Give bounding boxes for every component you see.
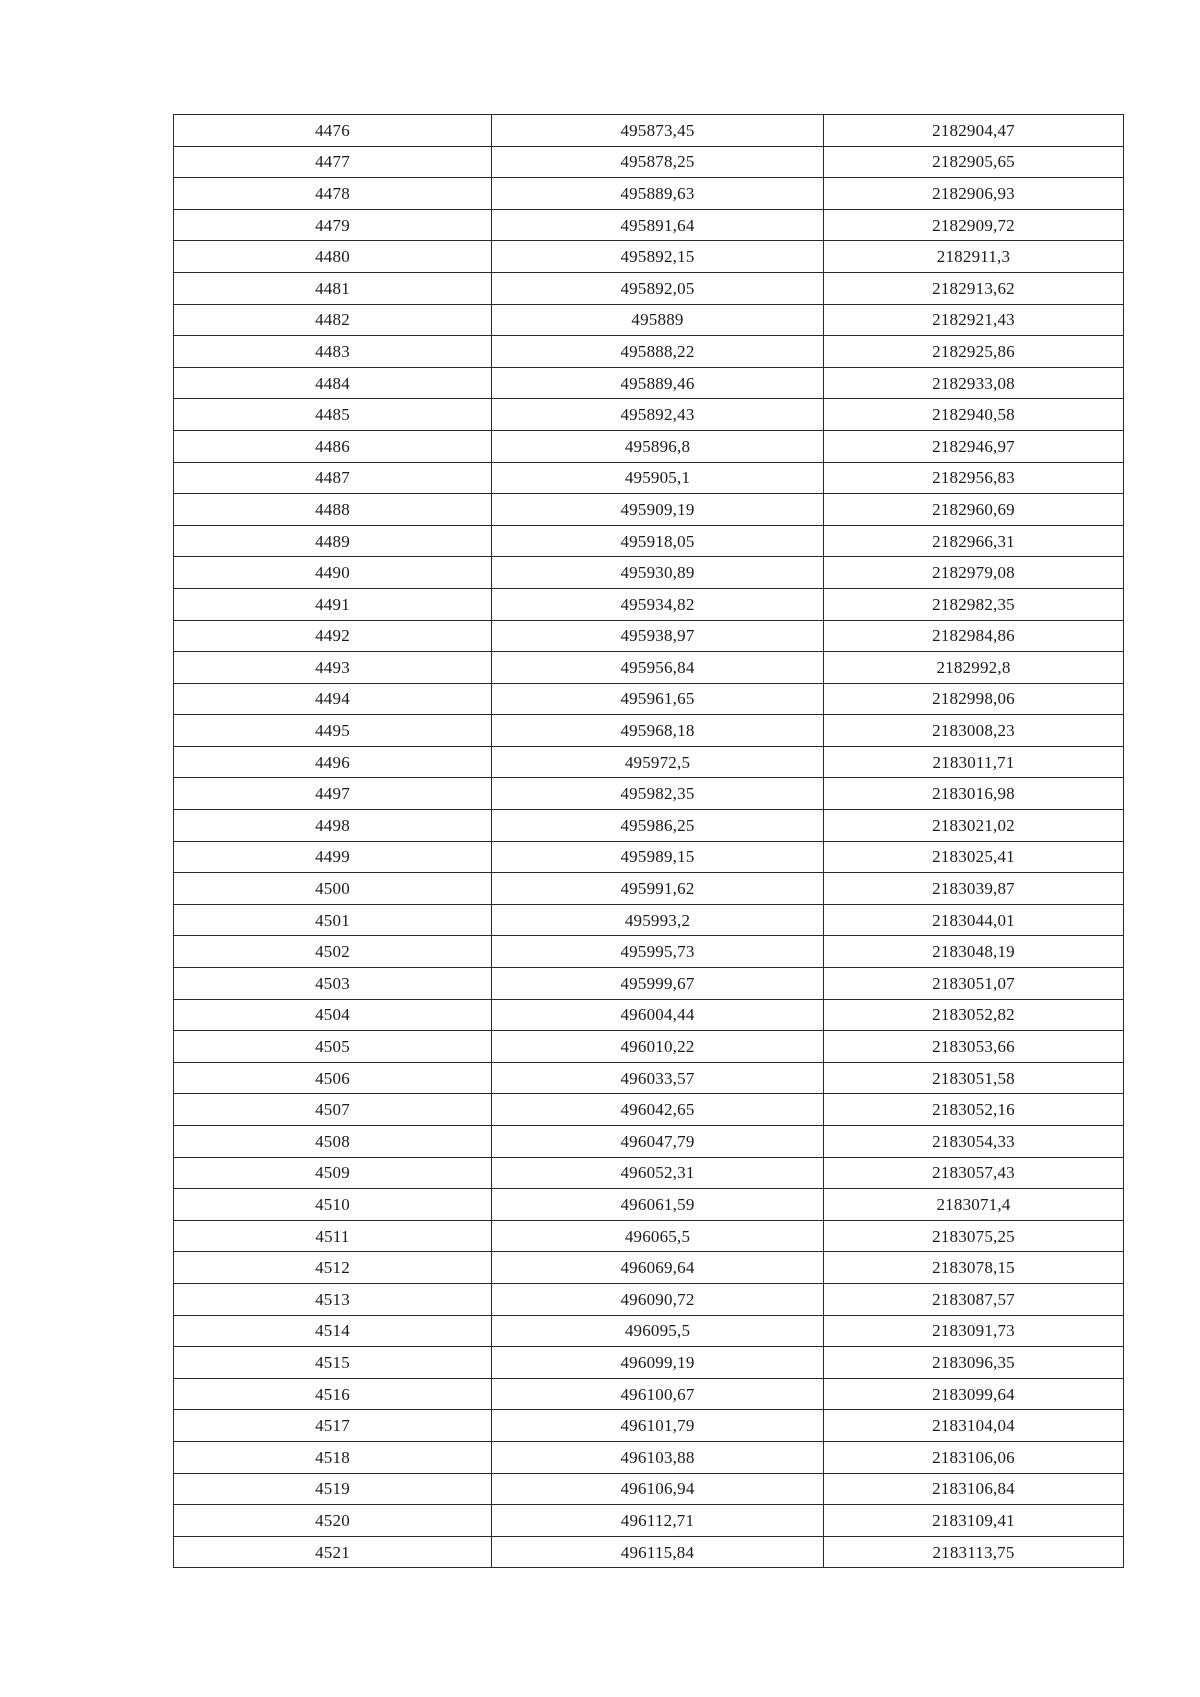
table-row: [174, 873, 1124, 905]
x-coordinate-cell: 495888,22: [492, 336, 824, 368]
x-coordinate-cell: 496095,5: [492, 1315, 824, 1347]
point-number-cell: 4520: [174, 1505, 492, 1537]
x-coordinate-cell: 495918,05: [492, 525, 824, 557]
table-row: [174, 841, 1124, 873]
point-number-cell: 4515: [174, 1347, 492, 1379]
y-coordinate-cell: 2182982,35: [824, 588, 1124, 620]
point-number-cell: 4510: [174, 1189, 492, 1221]
x-coordinate-cell: 495956,84: [492, 652, 824, 684]
point-number-cell: 4490: [174, 557, 492, 589]
x-coordinate-cell: 495892,15: [492, 241, 824, 273]
y-coordinate-cell: 2183052,16: [824, 1094, 1124, 1126]
y-coordinate-cell: 2183039,87: [824, 873, 1124, 905]
x-coordinate-cell: 496112,71: [492, 1505, 824, 1537]
table-row: [174, 1094, 1124, 1126]
point-number-cell: 4479: [174, 209, 492, 241]
y-coordinate-cell: 2183048,19: [824, 936, 1124, 968]
y-coordinate-cell: 2182966,31: [824, 525, 1124, 557]
point-number-cell: 4497: [174, 778, 492, 810]
point-number-cell: 4481: [174, 272, 492, 304]
y-coordinate-cell: 2183106,06: [824, 1441, 1124, 1473]
table-row: [174, 1536, 1124, 1568]
point-number-cell: 4517: [174, 1410, 492, 1442]
x-coordinate-cell: 495889,63: [492, 178, 824, 210]
table-row: [174, 904, 1124, 936]
y-coordinate-cell: 2182992,8: [824, 652, 1124, 684]
y-coordinate-cell: 2183096,35: [824, 1347, 1124, 1379]
y-coordinate-cell: 2183025,41: [824, 841, 1124, 873]
table-row: [174, 936, 1124, 968]
x-coordinate-cell: 496115,84: [492, 1536, 824, 1568]
y-coordinate-cell: 2183109,41: [824, 1505, 1124, 1537]
y-coordinate-cell: 2183075,25: [824, 1220, 1124, 1252]
point-number-cell: 4494: [174, 683, 492, 715]
table-row: [174, 462, 1124, 494]
table-row: [174, 304, 1124, 336]
point-number-cell: 4505: [174, 1031, 492, 1063]
table-row: [174, 525, 1124, 557]
point-number-cell: 4514: [174, 1315, 492, 1347]
x-coordinate-cell: 495889: [492, 304, 824, 336]
y-coordinate-cell: 2182946,97: [824, 430, 1124, 462]
table-row: [174, 1378, 1124, 1410]
x-coordinate-cell: 495999,67: [492, 968, 824, 1000]
table-row: [174, 178, 1124, 210]
point-number-cell: 4477: [174, 146, 492, 178]
point-number-cell: 4503: [174, 968, 492, 1000]
point-number-cell: 4492: [174, 620, 492, 652]
table-row: [174, 1505, 1124, 1537]
point-number-cell: 4506: [174, 1062, 492, 1094]
table-row: [174, 1062, 1124, 1094]
point-number-cell: 4521: [174, 1536, 492, 1568]
x-coordinate-cell: 496090,72: [492, 1283, 824, 1315]
point-number-cell: 4512: [174, 1252, 492, 1284]
table-row: [174, 715, 1124, 747]
x-coordinate-cell: 496004,44: [492, 999, 824, 1031]
point-number-cell: 4487: [174, 462, 492, 494]
x-coordinate-cell: 495878,25: [492, 146, 824, 178]
table-row: [174, 968, 1124, 1000]
x-coordinate-cell: 495972,5: [492, 746, 824, 778]
x-coordinate-cell: 496099,19: [492, 1347, 824, 1379]
point-number-cell: 4484: [174, 367, 492, 399]
y-coordinate-cell: 2182925,86: [824, 336, 1124, 368]
point-number-cell: 4498: [174, 810, 492, 842]
y-coordinate-cell: 2183021,02: [824, 810, 1124, 842]
point-number-cell: 4493: [174, 652, 492, 684]
x-coordinate-cell: 496069,64: [492, 1252, 824, 1284]
point-number-cell: 4516: [174, 1378, 492, 1410]
point-number-cell: 4483: [174, 336, 492, 368]
y-coordinate-cell: 2183044,01: [824, 904, 1124, 936]
x-coordinate-cell: 496052,31: [492, 1157, 824, 1189]
x-coordinate-cell: 495968,18: [492, 715, 824, 747]
table-row: [174, 778, 1124, 810]
table-row: [174, 1126, 1124, 1158]
x-coordinate-cell: 495938,97: [492, 620, 824, 652]
table-row: [174, 588, 1124, 620]
table-row: [174, 430, 1124, 462]
x-coordinate-cell: 496033,57: [492, 1062, 824, 1094]
point-number-cell: 4496: [174, 746, 492, 778]
table-row: [174, 494, 1124, 526]
y-coordinate-cell: 2182921,43: [824, 304, 1124, 336]
table-row: [174, 1473, 1124, 1505]
x-coordinate-cell: 495930,89: [492, 557, 824, 589]
y-coordinate-cell: 2183051,07: [824, 968, 1124, 1000]
x-coordinate-cell: 495892,43: [492, 399, 824, 431]
table-row: [174, 115, 1124, 147]
point-number-cell: 4519: [174, 1473, 492, 1505]
point-number-cell: 4508: [174, 1126, 492, 1158]
table-row: [174, 810, 1124, 842]
y-coordinate-cell: 2183078,15: [824, 1252, 1124, 1284]
y-coordinate-cell: 2182940,58: [824, 399, 1124, 431]
y-coordinate-cell: 2183091,73: [824, 1315, 1124, 1347]
table-row: [174, 1441, 1124, 1473]
table-row: [174, 146, 1124, 178]
table-row: [174, 1157, 1124, 1189]
table-row: [174, 652, 1124, 684]
table-row: [174, 1315, 1124, 1347]
table-row: [174, 683, 1124, 715]
table-row: [174, 209, 1124, 241]
x-coordinate-cell: 495905,1: [492, 462, 824, 494]
x-coordinate-cell: 496042,65: [492, 1094, 824, 1126]
y-coordinate-cell: 2183053,66: [824, 1031, 1124, 1063]
y-coordinate-cell: 2182984,86: [824, 620, 1124, 652]
point-number-cell: 4476: [174, 115, 492, 147]
table-row: [174, 999, 1124, 1031]
y-coordinate-cell: 2183113,75: [824, 1536, 1124, 1568]
x-coordinate-cell: 496061,59: [492, 1189, 824, 1221]
x-coordinate-cell: 495989,15: [492, 841, 824, 873]
point-number-cell: 4509: [174, 1157, 492, 1189]
x-coordinate-cell: 495934,82: [492, 588, 824, 620]
point-number-cell: 4485: [174, 399, 492, 431]
y-coordinate-cell: 2183104,04: [824, 1410, 1124, 1442]
x-coordinate-cell: 495982,35: [492, 778, 824, 810]
point-number-cell: 4480: [174, 241, 492, 273]
x-coordinate-cell: 496101,79: [492, 1410, 824, 1442]
x-coordinate-cell: 495873,45: [492, 115, 824, 147]
y-coordinate-cell: 2183071,4: [824, 1189, 1124, 1221]
x-coordinate-cell: 495961,65: [492, 683, 824, 715]
table-row: [174, 399, 1124, 431]
x-coordinate-cell: 495995,73: [492, 936, 824, 968]
point-number-cell: 4511: [174, 1220, 492, 1252]
point-number-cell: 4513: [174, 1283, 492, 1315]
point-number-cell: 4482: [174, 304, 492, 336]
point-number-cell: 4500: [174, 873, 492, 905]
point-number-cell: 4486: [174, 430, 492, 462]
point-number-cell: 4491: [174, 588, 492, 620]
x-coordinate-cell: 496106,94: [492, 1473, 824, 1505]
y-coordinate-cell: 2182911,3: [824, 241, 1124, 273]
table-row: [174, 1189, 1124, 1221]
y-coordinate-cell: 2182960,69: [824, 494, 1124, 526]
table-row: [174, 1283, 1124, 1315]
y-coordinate-cell: 2183099,64: [824, 1378, 1124, 1410]
x-coordinate-cell: 496065,5: [492, 1220, 824, 1252]
table-row: [174, 272, 1124, 304]
y-coordinate-cell: 2182906,93: [824, 178, 1124, 210]
y-coordinate-cell: 2183051,58: [824, 1062, 1124, 1094]
y-coordinate-cell: 2183057,43: [824, 1157, 1124, 1189]
coordinates-table: [173, 114, 1124, 1568]
point-number-cell: 4518: [174, 1441, 492, 1473]
x-coordinate-cell: 495909,19: [492, 494, 824, 526]
y-coordinate-cell: 2182979,08: [824, 557, 1124, 589]
x-coordinate-cell: 495891,64: [492, 209, 824, 241]
y-coordinate-cell: 2183008,23: [824, 715, 1124, 747]
y-coordinate-cell: 2183087,57: [824, 1283, 1124, 1315]
x-coordinate-cell: 495991,62: [492, 873, 824, 905]
y-coordinate-cell: 2183052,82: [824, 999, 1124, 1031]
table-row: [174, 1410, 1124, 1442]
x-coordinate-cell: 496047,79: [492, 1126, 824, 1158]
y-coordinate-cell: 2182904,47: [824, 115, 1124, 147]
y-coordinate-cell: 2183054,33: [824, 1126, 1124, 1158]
point-number-cell: 4507: [174, 1094, 492, 1126]
point-number-cell: 4488: [174, 494, 492, 526]
point-number-cell: 4495: [174, 715, 492, 747]
y-coordinate-cell: 2183011,71: [824, 746, 1124, 778]
table-row: [174, 1252, 1124, 1284]
x-coordinate-cell: 495889,46: [492, 367, 824, 399]
y-coordinate-cell: 2182905,65: [824, 146, 1124, 178]
y-coordinate-cell: 2183106,84: [824, 1473, 1124, 1505]
table-row: [174, 1220, 1124, 1252]
y-coordinate-cell: 2182909,72: [824, 209, 1124, 241]
point-number-cell: 4501: [174, 904, 492, 936]
x-coordinate-cell: 496010,22: [492, 1031, 824, 1063]
table-row: [174, 336, 1124, 368]
table-row: [174, 620, 1124, 652]
x-coordinate-cell: 495993,2: [492, 904, 824, 936]
table-row: [174, 367, 1124, 399]
y-coordinate-cell: 2182998,06: [824, 683, 1124, 715]
point-number-cell: 4504: [174, 999, 492, 1031]
table-row: [174, 1031, 1124, 1063]
point-number-cell: 4478: [174, 178, 492, 210]
point-number-cell: 4502: [174, 936, 492, 968]
x-coordinate-cell: 495896,8: [492, 430, 824, 462]
table-row: [174, 557, 1124, 589]
x-coordinate-cell: 496103,88: [492, 1441, 824, 1473]
point-number-cell: 4499: [174, 841, 492, 873]
table-row: [174, 241, 1124, 273]
y-coordinate-cell: 2183016,98: [824, 778, 1124, 810]
y-coordinate-cell: 2182933,08: [824, 367, 1124, 399]
x-coordinate-cell: 496100,67: [492, 1378, 824, 1410]
y-coordinate-cell: 2182913,62: [824, 272, 1124, 304]
table-row: [174, 1347, 1124, 1379]
x-coordinate-cell: 495986,25: [492, 810, 824, 842]
point-number-cell: 4489: [174, 525, 492, 557]
table-row: [174, 746, 1124, 778]
coordinates-table-body: [174, 115, 1124, 1568]
y-coordinate-cell: 2182956,83: [824, 462, 1124, 494]
x-coordinate-cell: 495892,05: [492, 272, 824, 304]
